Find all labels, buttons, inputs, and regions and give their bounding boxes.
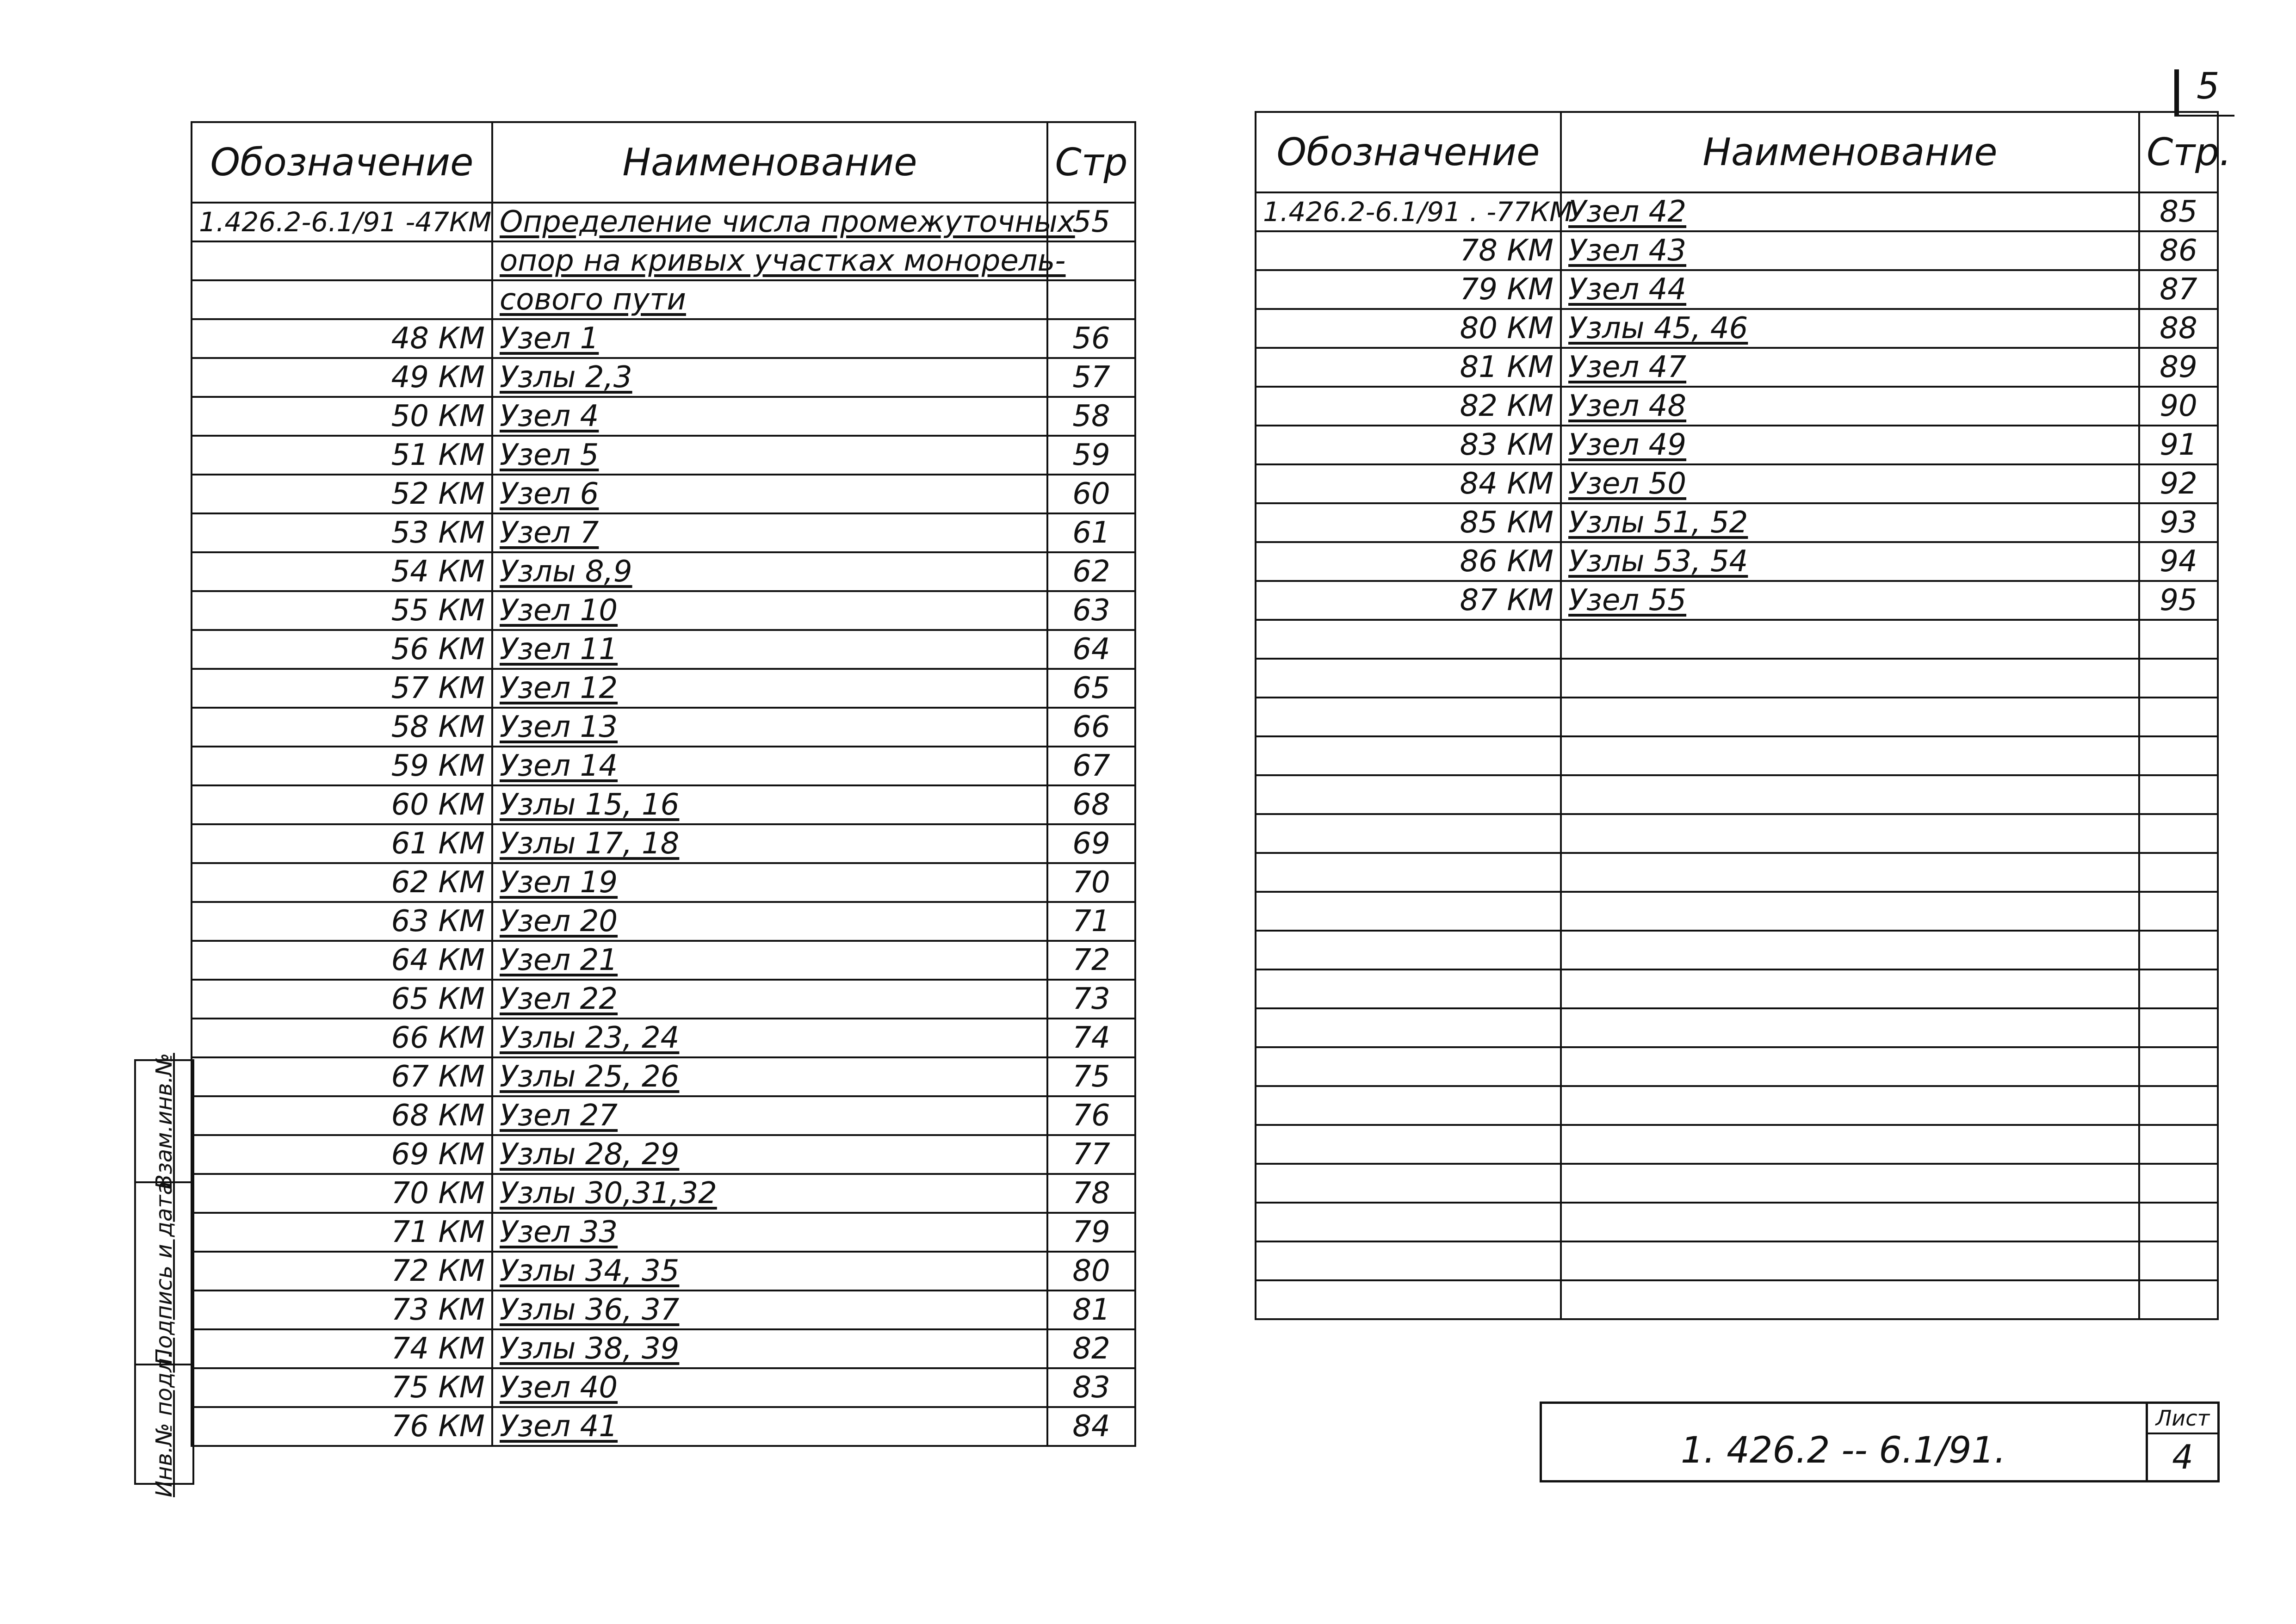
empty-cell xyxy=(2139,1086,2218,1125)
empty-cell xyxy=(1561,736,2139,775)
table-row xyxy=(1256,309,2218,348)
table-row xyxy=(192,1096,1135,1135)
row-page: 60 xyxy=(1047,475,1135,513)
table-row xyxy=(1256,581,2218,620)
row-designation: 1.426.2-6.1/91 -47КМ xyxy=(192,203,492,241)
empty-row xyxy=(1256,1086,2218,1125)
empty-cell xyxy=(2139,931,2218,969)
table-row xyxy=(192,241,1135,280)
row-page: 68 xyxy=(1047,785,1135,824)
row-name: Узел 27 xyxy=(492,1096,1047,1135)
row-name: Узел 19 xyxy=(492,863,1047,902)
row-designation xyxy=(192,241,492,280)
empty-row xyxy=(1256,659,2218,698)
sheet-corner-number xyxy=(2174,60,2234,106)
side-label: Подпись и дата xyxy=(151,1181,177,1365)
row-name: Узел 41 xyxy=(492,1407,1047,1446)
document-code: 1. 426.2 -- 6.1/91. xyxy=(1681,1430,2006,1471)
empty-cell xyxy=(2139,1203,2218,1241)
table-row xyxy=(192,1291,1135,1329)
row-name: Узлы 38, 39 xyxy=(492,1329,1047,1368)
empty-cell xyxy=(2139,1008,2218,1047)
row-page: 78 xyxy=(1047,1174,1135,1213)
row-designation: 56 КМ xyxy=(192,630,492,669)
empty-cell xyxy=(1256,620,1561,659)
header-page: Стр xyxy=(1047,122,1135,203)
corner-number-text: 5 xyxy=(2197,66,2220,107)
row-page: 85 xyxy=(2139,192,2218,231)
table-row xyxy=(192,552,1135,591)
row-page: 58 xyxy=(1047,397,1135,436)
table-row xyxy=(1256,192,2218,231)
table-row xyxy=(192,1057,1135,1096)
table-row xyxy=(192,475,1135,513)
empty-cell xyxy=(2139,1164,2218,1203)
row-page: 74 xyxy=(1047,1019,1135,1057)
row-name: Узел 55 xyxy=(1561,581,2139,620)
table-row xyxy=(192,941,1135,980)
right-contents-table xyxy=(1255,111,2232,1320)
row-page: 84 xyxy=(1047,1407,1135,1446)
row-name: Узел 20 xyxy=(492,902,1047,941)
row-name: Узел 7 xyxy=(492,513,1047,552)
empty-cell xyxy=(1561,1164,2139,1203)
empty-cell xyxy=(2139,659,2218,698)
row-name: Узел 12 xyxy=(492,669,1047,708)
row-designation: 78 КМ xyxy=(1256,231,1561,270)
row-designation: 64 КМ xyxy=(192,941,492,980)
empty-cell xyxy=(2139,775,2218,814)
empty-row xyxy=(1256,736,2218,775)
table-row xyxy=(192,1135,1135,1174)
row-name: Узел 50 xyxy=(1561,464,2139,503)
table-row xyxy=(192,630,1135,669)
row-name: Узлы 34, 35 xyxy=(492,1252,1047,1291)
row-designation: 57 КМ xyxy=(192,669,492,708)
row-name: Узел 10 xyxy=(492,591,1047,630)
empty-row xyxy=(1256,969,2218,1008)
row-page: 92 xyxy=(2139,464,2218,503)
row-page: 79 xyxy=(1047,1213,1135,1252)
row-designation: 75 КМ xyxy=(192,1368,492,1407)
row-designation: 84 КМ xyxy=(1256,464,1561,503)
row-name: Узел 11 xyxy=(492,630,1047,669)
empty-cell xyxy=(1256,775,1561,814)
row-name: Узлы 2,3 xyxy=(492,358,1047,397)
row-name: Узлы 23, 24 xyxy=(492,1019,1047,1057)
side-label: Взам.инв.№ xyxy=(151,1053,177,1190)
table-row xyxy=(192,824,1135,863)
empty-row xyxy=(1256,1047,2218,1086)
table-row xyxy=(1256,426,2218,464)
row-page: 63 xyxy=(1047,591,1135,630)
left-table-header xyxy=(192,122,1135,203)
side-label: Инв.№ подл. xyxy=(151,1351,177,1497)
row-name: Узлы 8,9 xyxy=(492,552,1047,591)
table-row xyxy=(1256,387,2218,426)
row-designation: 70 КМ xyxy=(192,1174,492,1213)
empty-cell xyxy=(2139,969,2218,1008)
row-page: 72 xyxy=(1047,941,1135,980)
empty-cell xyxy=(1256,1125,1561,1164)
row-designation: 71 КМ xyxy=(192,1213,492,1252)
table-row xyxy=(192,902,1135,941)
row-page: 77 xyxy=(1047,1135,1135,1174)
row-page: 70 xyxy=(1047,863,1135,902)
table-row xyxy=(1256,503,2218,542)
table-row xyxy=(192,1407,1135,1446)
row-page: 93 xyxy=(2139,503,2218,542)
row-page: 67 xyxy=(1047,747,1135,785)
table-row xyxy=(192,669,1135,708)
row-page: 59 xyxy=(1047,436,1135,475)
table-row xyxy=(1256,348,2218,387)
empty-row xyxy=(1256,814,2218,853)
row-designation: 86 КМ xyxy=(1256,542,1561,581)
row-designation: 74 КМ xyxy=(192,1329,492,1368)
row-name: Узлы 45, 46 xyxy=(1561,309,2139,348)
empty-cell xyxy=(1256,1047,1561,1086)
row-page: 73 xyxy=(1047,980,1135,1019)
row-designation: 81 КМ xyxy=(1256,348,1561,387)
table-row xyxy=(192,1019,1135,1057)
empty-cell xyxy=(1256,814,1561,853)
table-row xyxy=(192,358,1135,397)
row-designation: 49 КМ xyxy=(192,358,492,397)
left-table-body xyxy=(192,203,1135,1446)
empty-row xyxy=(1256,775,2218,814)
row-name: Узел 49 xyxy=(1561,426,2139,464)
empty-cell xyxy=(1561,892,2139,931)
row-designation: 69 КМ xyxy=(192,1135,492,1174)
row-page: 94 xyxy=(2139,542,2218,581)
row-name: Узел 43 xyxy=(1561,231,2139,270)
empty-cell xyxy=(2139,736,2218,775)
empty-cell xyxy=(1256,1086,1561,1125)
row-name: Узел 5 xyxy=(492,436,1047,475)
table-row xyxy=(1256,231,2218,270)
row-designation: 62 КМ xyxy=(192,863,492,902)
table-row xyxy=(1256,542,2218,581)
empty-cell xyxy=(1561,1047,2139,1086)
row-name: Узлы 15, 16 xyxy=(492,785,1047,824)
side-cell-replacement xyxy=(136,1053,192,1190)
empty-cell xyxy=(1256,1008,1561,1047)
row-designation: 55 КМ xyxy=(192,591,492,630)
row-page: 62 xyxy=(1047,552,1135,591)
row-designation: 85 КМ xyxy=(1256,503,1561,542)
corner-bar xyxy=(2174,69,2179,116)
table-row xyxy=(192,747,1135,785)
header-name: Наименование xyxy=(492,122,1047,203)
empty-row xyxy=(1256,1241,2218,1280)
empty-cell xyxy=(1561,969,2139,1008)
table-row xyxy=(192,1174,1135,1213)
empty-row xyxy=(1256,892,2218,931)
row-name: Узел 48 xyxy=(1561,387,2139,426)
row-page: 91 xyxy=(2139,426,2218,464)
empty-cell xyxy=(1256,853,1561,892)
row-page: 71 xyxy=(1047,902,1135,941)
row-page: 86 xyxy=(2139,231,2218,270)
right-table-body xyxy=(1256,192,2218,1319)
empty-cell xyxy=(1561,620,2139,659)
row-designation: 67 КМ xyxy=(192,1057,492,1096)
row-name: Узлы 36, 37 xyxy=(492,1291,1047,1329)
row-designation: 52 КМ xyxy=(192,475,492,513)
row-name: сового пути xyxy=(492,280,1047,319)
row-name: Узел 40 xyxy=(492,1368,1047,1407)
empty-row xyxy=(1256,698,2218,736)
sheet-label: Лист xyxy=(2148,1404,2217,1434)
row-designation: 76 КМ xyxy=(192,1407,492,1446)
row-designation: 61 КМ xyxy=(192,824,492,863)
empty-cell xyxy=(2139,853,2218,892)
empty-cell xyxy=(1561,1241,2139,1280)
row-designation: 54 КМ xyxy=(192,552,492,591)
row-designation: 68 КМ xyxy=(192,1096,492,1135)
header-designation: Обозначение xyxy=(1256,112,1561,192)
row-name: Узлы 25, 26 xyxy=(492,1057,1047,1096)
row-page: 89 xyxy=(2139,348,2218,387)
header-name: Наименование xyxy=(1561,112,2139,192)
empty-cell xyxy=(1561,1203,2139,1241)
empty-cell xyxy=(2139,1241,2218,1280)
empty-row xyxy=(1256,1008,2218,1047)
empty-cell xyxy=(1256,1164,1561,1203)
row-page: 88 xyxy=(2139,309,2218,348)
row-designation: 73 КМ xyxy=(192,1291,492,1329)
row-designation: 59 КМ xyxy=(192,747,492,785)
row-page: 90 xyxy=(2139,387,2218,426)
title-block xyxy=(1540,1402,2220,1482)
row-designation: 87 КМ xyxy=(1256,581,1561,620)
sheet-number: 4 xyxy=(2172,1438,2193,1476)
table-row xyxy=(192,436,1135,475)
table-row xyxy=(192,280,1135,319)
empty-cell xyxy=(1561,659,2139,698)
empty-cell xyxy=(1561,1008,2139,1047)
table-row xyxy=(192,1368,1135,1407)
empty-row xyxy=(1256,1280,2218,1319)
empty-cell xyxy=(1256,736,1561,775)
row-name: Узлы 17, 18 xyxy=(492,824,1047,863)
row-designation: 72 КМ xyxy=(192,1252,492,1291)
row-page: 83 xyxy=(1047,1368,1135,1407)
row-name: Узел 44 xyxy=(1561,270,2139,309)
row-name: Узел 47 xyxy=(1561,348,2139,387)
empty-cell xyxy=(1256,1203,1561,1241)
empty-row xyxy=(1256,620,2218,659)
table-row xyxy=(192,319,1135,358)
row-designation: 80 КМ xyxy=(1256,309,1561,348)
table-row xyxy=(192,708,1135,747)
row-name: опор на кривых участках монорель- xyxy=(492,241,1047,280)
row-name: Узел 4 xyxy=(492,397,1047,436)
empty-cell xyxy=(1561,853,2139,892)
empty-row xyxy=(1256,1125,2218,1164)
row-page: 69 xyxy=(1047,824,1135,863)
empty-cell xyxy=(1561,698,2139,736)
row-designation: 53 КМ xyxy=(192,513,492,552)
empty-cell xyxy=(1256,698,1561,736)
empty-cell xyxy=(2139,1280,2218,1319)
row-designation: 79 КМ xyxy=(1256,270,1561,309)
empty-cell xyxy=(1256,659,1561,698)
empty-row xyxy=(1256,853,2218,892)
row-page: 82 xyxy=(1047,1329,1135,1368)
row-page: 76 xyxy=(1047,1096,1135,1135)
row-designation: 82 КМ xyxy=(1256,387,1561,426)
row-designation: 51 КМ xyxy=(192,436,492,475)
row-page: 81 xyxy=(1047,1291,1135,1329)
row-designation: 48 КМ xyxy=(192,319,492,358)
table-row xyxy=(192,397,1135,436)
row-name: Узел 33 xyxy=(492,1213,1047,1252)
row-designation xyxy=(192,280,492,319)
row-page: 56 xyxy=(1047,319,1135,358)
empty-cell xyxy=(2139,892,2218,931)
empty-cell xyxy=(2139,814,2218,853)
row-page: 65 xyxy=(1047,669,1135,708)
table-row xyxy=(192,591,1135,630)
row-designation: 63 КМ xyxy=(192,902,492,941)
row-page: 66 xyxy=(1047,708,1135,747)
empty-row xyxy=(1256,1203,2218,1241)
row-designation: 60 КМ xyxy=(192,785,492,824)
empty-cell xyxy=(2139,620,2218,659)
header-designation: Обозначение xyxy=(192,122,492,203)
row-name: Узел 13 xyxy=(492,708,1047,747)
row-designation: 83 КМ xyxy=(1256,426,1561,464)
row-page: 80 xyxy=(1047,1252,1135,1291)
empty-row xyxy=(1256,1164,2218,1203)
row-name: Узлы 28, 29 xyxy=(492,1135,1047,1174)
empty-cell xyxy=(2139,698,2218,736)
row-page: 61 xyxy=(1047,513,1135,552)
empty-cell xyxy=(1561,814,2139,853)
row-name: Определение числа промежуточных xyxy=(492,203,1047,241)
empty-cell xyxy=(1256,1241,1561,1280)
row-name: Узел 21 xyxy=(492,941,1047,980)
empty-cell xyxy=(2139,1125,2218,1164)
table-row xyxy=(192,203,1135,241)
empty-row xyxy=(1256,931,2218,969)
row-name: Узел 6 xyxy=(492,475,1047,513)
side-cell-signature xyxy=(136,1183,192,1365)
header-page: Стр. xyxy=(2139,112,2218,192)
row-name: Узел 14 xyxy=(492,747,1047,785)
row-designation: 58 КМ xyxy=(192,708,492,747)
row-designation: 1.426.2-6.1/91 . -77КМ xyxy=(1256,192,1561,231)
left-contents-table xyxy=(191,121,1136,1447)
table-row xyxy=(192,863,1135,902)
row-page xyxy=(1047,280,1135,319)
table-row xyxy=(192,785,1135,824)
table-row xyxy=(1256,464,2218,503)
table-row xyxy=(192,1213,1135,1252)
table-row xyxy=(192,1252,1135,1291)
empty-cell xyxy=(1561,1280,2139,1319)
empty-cell xyxy=(1561,775,2139,814)
row-page: 64 xyxy=(1047,630,1135,669)
row-name: Узлы 53, 54 xyxy=(1561,542,2139,581)
row-name: Узел 1 xyxy=(492,319,1047,358)
row-page: 75 xyxy=(1047,1057,1135,1096)
side-approval-strip xyxy=(134,1053,194,1497)
table-row xyxy=(192,513,1135,552)
empty-cell xyxy=(2139,1047,2218,1086)
row-page: 95 xyxy=(2139,581,2218,620)
row-page: 57 xyxy=(1047,358,1135,397)
row-name: Узлы 51, 52 xyxy=(1561,503,2139,542)
row-name: Узел 42 xyxy=(1561,192,2139,231)
table-row xyxy=(192,1329,1135,1368)
empty-cell xyxy=(1256,892,1561,931)
empty-cell xyxy=(1561,931,2139,969)
right-table-header xyxy=(1256,112,2218,192)
row-page: 55 xyxy=(1047,203,1135,241)
table-row xyxy=(1256,270,2218,309)
sheet-number-box xyxy=(2146,1404,2217,1480)
empty-cell xyxy=(1561,1086,2139,1125)
row-designation: 66 КМ xyxy=(192,1019,492,1057)
empty-cell xyxy=(1561,1125,2139,1164)
row-designation: 50 КМ xyxy=(192,397,492,436)
row-name: Узлы 30,31,32 xyxy=(492,1174,1047,1213)
row-designation: 65 КМ xyxy=(192,980,492,1019)
empty-cell xyxy=(1256,969,1561,1008)
row-name: Узел 22 xyxy=(492,980,1047,1019)
empty-cell xyxy=(1256,931,1561,969)
empty-cell xyxy=(1256,1280,1561,1319)
row-page: 87 xyxy=(2139,270,2218,309)
side-cell-inventory xyxy=(136,1351,192,1497)
table-row xyxy=(192,980,1135,1019)
